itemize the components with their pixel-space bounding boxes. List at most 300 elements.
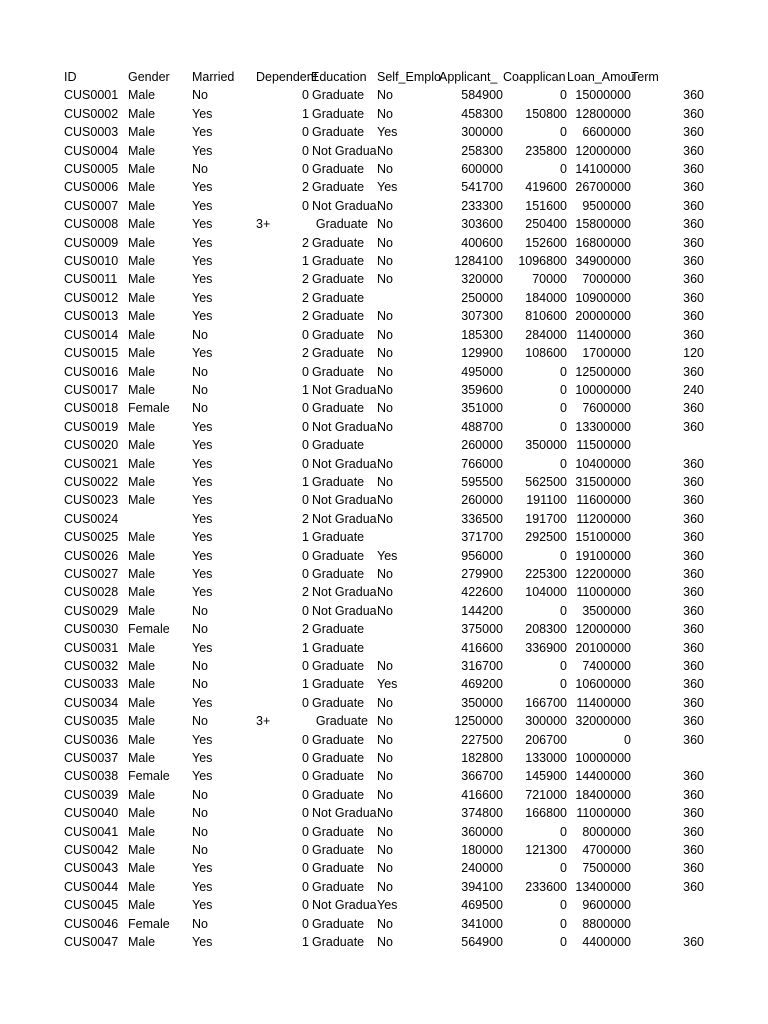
cell-term[interactable]: 360	[683, 254, 704, 269]
cell-term[interactable]: 360	[683, 106, 704, 121]
cell-gender[interactable]: Male	[128, 787, 156, 802]
cell-coapplicant-income[interactable]: 0	[560, 677, 567, 692]
cell-applicant-income[interactable]: 766000	[461, 456, 503, 471]
cell-applicant-income[interactable]: 260000	[461, 438, 503, 453]
cell-term[interactable]: 360	[683, 327, 704, 342]
cell-id[interactable]: CUS0010	[64, 254, 119, 269]
cell-education[interactable]: Not Gradua	[312, 419, 377, 434]
cell-loan-amount[interactable]: 19100000	[575, 548, 631, 563]
cell-applicant-income[interactable]: 469200	[461, 677, 503, 692]
header-cell-loan-amount[interactable]: Loan_Amou	[567, 70, 635, 84]
cell-coapplicant-income[interactable]: 0	[560, 364, 567, 379]
cell-education[interactable]: Graduate	[315, 217, 368, 232]
cell-self-employed[interactable]: No	[377, 732, 393, 747]
cell-married[interactable]: Yes	[192, 290, 213, 305]
cell-coapplicant-income[interactable]: 0	[560, 916, 567, 931]
cell-gender[interactable]: Male	[128, 566, 156, 581]
cell-coapplicant-income[interactable]: 336900	[525, 640, 567, 655]
cell-coapplicant-income[interactable]: 235800	[525, 143, 567, 158]
cell-loan-amount[interactable]: 7600000	[582, 401, 631, 416]
cell-coapplicant-income[interactable]: 0	[560, 861, 567, 876]
cell-applicant-income[interactable]: 394100	[461, 879, 503, 894]
cell-coapplicant-income[interactable]: 104000	[525, 585, 567, 600]
cell-dependents[interactable]: 1	[302, 935, 309, 950]
cell-coapplicant-income[interactable]: 133000	[525, 751, 567, 766]
header-cell-self-employed[interactable]: Self_Emplo	[377, 70, 441, 84]
cell-loan-amount[interactable]: 7000000	[582, 272, 631, 287]
cell-gender[interactable]: Male	[128, 88, 156, 103]
cell-education[interactable]: Graduate	[312, 622, 365, 637]
cell-term[interactable]: 360	[683, 309, 704, 324]
cell-coapplicant-income[interactable]: 0	[560, 824, 567, 839]
header-cell-id[interactable]: ID	[64, 70, 77, 84]
cell-coapplicant-income[interactable]: 300000	[525, 714, 567, 729]
cell-gender[interactable]: Female	[128, 401, 170, 416]
cell-term[interactable]: 360	[683, 272, 704, 287]
cell-id[interactable]: CUS0040	[64, 806, 119, 821]
cell-self-employed[interactable]: No	[377, 806, 393, 821]
cell-term[interactable]: 360	[683, 566, 704, 581]
cell-applicant-income[interactable]: 488700	[461, 419, 503, 434]
cell-gender[interactable]: Male	[128, 235, 156, 250]
cell-term[interactable]: 360	[683, 585, 704, 600]
cell-education[interactable]: Graduate	[312, 824, 365, 839]
cell-gender[interactable]: Female	[128, 769, 170, 784]
cell-id[interactable]: CUS0017	[64, 382, 119, 397]
cell-coapplicant-income[interactable]: 721000	[525, 787, 567, 802]
cell-self-employed[interactable]: No	[377, 474, 393, 489]
cell-coapplicant-income[interactable]: 0	[560, 125, 567, 140]
cell-married[interactable]: No	[192, 806, 208, 821]
cell-term[interactable]: 360	[683, 162, 704, 177]
cell-dependents[interactable]: 0	[302, 419, 309, 434]
cell-applicant-income[interactable]: 366700	[461, 769, 503, 784]
cell-applicant-income[interactable]: 233300	[461, 198, 503, 213]
cell-married[interactable]: No	[192, 824, 208, 839]
cell-loan-amount[interactable]: 12000000	[575, 143, 631, 158]
cell-term[interactable]: 360	[683, 787, 704, 802]
cell-self-employed[interactable]: No	[377, 769, 393, 784]
cell-self-employed[interactable]: No	[377, 346, 393, 361]
cell-loan-amount[interactable]: 7400000	[582, 659, 631, 673]
cell-id[interactable]: CUS0022	[64, 474, 119, 489]
cell-id[interactable]: CUS0026	[64, 548, 119, 563]
cell-education[interactable]: Graduate	[312, 474, 365, 489]
cell-dependents[interactable]: 1	[302, 382, 309, 397]
cell-term[interactable]: 360	[683, 364, 704, 379]
cell-id[interactable]: CUS0013	[64, 309, 119, 324]
cell-loan-amount[interactable]: 32000000	[575, 714, 631, 729]
cell-id[interactable]: CUS0047	[64, 935, 119, 950]
cell-applicant-income[interactable]: 1250000	[454, 714, 503, 729]
cell-id[interactable]: CUS0043	[64, 861, 119, 876]
cell-id[interactable]: CUS0038	[64, 769, 119, 784]
cell-id[interactable]: CUS0001	[64, 88, 119, 103]
cell-dependents[interactable]: 2	[302, 180, 309, 195]
cell-dependents[interactable]: 2	[302, 235, 309, 250]
cell-coapplicant-income[interactable]: 108600	[525, 346, 567, 361]
cell-loan-amount[interactable]: 6600000	[582, 125, 631, 140]
cell-term[interactable]: 360	[683, 88, 704, 103]
cell-self-employed[interactable]: No	[377, 824, 393, 839]
cell-self-employed[interactable]: Yes	[377, 898, 398, 913]
cell-gender[interactable]: Male	[128, 603, 156, 618]
cell-self-employed[interactable]: No	[377, 585, 393, 600]
cell-married[interactable]: No	[192, 843, 208, 858]
cell-education[interactable]: Graduate	[312, 290, 365, 305]
cell-loan-amount[interactable]: 7500000	[582, 861, 631, 876]
cell-loan-amount[interactable]: 4400000	[582, 935, 631, 950]
cell-term[interactable]: 360	[683, 935, 704, 950]
cell-id[interactable]: CUS0027	[64, 566, 119, 581]
cell-gender[interactable]: Male	[128, 364, 156, 379]
cell-dependents[interactable]: 1	[302, 530, 309, 545]
cell-education[interactable]: Not Gradua	[312, 198, 377, 213]
cell-education[interactable]: Graduate	[312, 327, 365, 342]
cell-term[interactable]: 360	[683, 143, 704, 158]
cell-coapplicant-income[interactable]: 350000	[525, 438, 567, 453]
cell-education[interactable]: Not Gradua	[312, 585, 377, 600]
cell-self-employed[interactable]: No	[377, 751, 393, 766]
cell-gender[interactable]: Male	[128, 640, 156, 655]
cell-loan-amount[interactable]: 3500000	[582, 603, 631, 618]
cell-gender[interactable]: Male	[128, 751, 156, 766]
cell-education[interactable]: Graduate	[312, 401, 365, 416]
cell-education[interactable]: Graduate	[312, 695, 365, 710]
cell-married[interactable]: Yes	[192, 143, 213, 158]
cell-married[interactable]: Yes	[192, 769, 213, 784]
cell-applicant-income[interactable]: 240000	[461, 861, 503, 876]
cell-applicant-income[interactable]: 359600	[461, 382, 503, 397]
header-cell-education[interactable]: Education	[311, 70, 367, 84]
cell-applicant-income[interactable]: 416600	[461, 787, 503, 802]
cell-married[interactable]: No	[192, 401, 208, 416]
cell-applicant-income[interactable]: 351000	[461, 401, 503, 416]
cell-coapplicant-income[interactable]: 0	[560, 382, 567, 397]
cell-term[interactable]: 360	[683, 695, 704, 710]
cell-loan-amount[interactable]: 12200000	[575, 566, 631, 581]
cell-married[interactable]: Yes	[192, 751, 213, 766]
cell-dependents[interactable]: 0	[302, 493, 309, 508]
cell-applicant-income[interactable]: 258300	[461, 143, 503, 158]
cell-term[interactable]: 360	[683, 861, 704, 876]
cell-loan-amount[interactable]: 9600000	[582, 898, 631, 913]
cell-gender[interactable]: Male	[128, 861, 156, 876]
cell-loan-amount[interactable]: 11500000	[576, 438, 631, 453]
cell-married[interactable]: Yes	[192, 180, 213, 195]
cell-dependents[interactable]: 0	[302, 787, 309, 802]
cell-term[interactable]: 360	[683, 235, 704, 250]
cell-married[interactable]: Yes	[192, 898, 213, 913]
cell-id[interactable]: CUS0028	[64, 585, 119, 600]
cell-dependents[interactable]: 0	[302, 898, 309, 913]
cell-loan-amount[interactable]: 31500000	[575, 474, 631, 489]
cell-dependents[interactable]: 0	[302, 566, 309, 581]
cell-education[interactable]: Graduate	[312, 235, 365, 250]
cell-self-employed[interactable]: No	[377, 401, 393, 416]
cell-loan-amount[interactable]: 15800000	[575, 217, 631, 232]
cell-id[interactable]: CUS0037	[64, 751, 119, 766]
cell-gender[interactable]: Male	[128, 143, 156, 158]
cell-married[interactable]: No	[192, 603, 208, 618]
cell-education[interactable]: Graduate	[312, 751, 365, 766]
cell-dependents[interactable]: 0	[302, 861, 309, 876]
cell-coapplicant-income[interactable]: 208300	[525, 622, 567, 637]
cell-self-employed[interactable]: No	[377, 659, 393, 673]
cell-applicant-income[interactable]: 422600	[461, 585, 503, 600]
cell-loan-amount[interactable]: 34900000	[575, 254, 631, 269]
cell-term[interactable]: 240	[683, 382, 704, 397]
cell-loan-amount[interactable]: 11000000	[576, 806, 631, 821]
cell-applicant-income[interactable]: 250000	[461, 290, 503, 305]
cell-married[interactable]: Yes	[192, 309, 213, 324]
cell-term[interactable]: 360	[683, 603, 704, 618]
cell-married[interactable]: Yes	[192, 106, 213, 121]
cell-loan-amount[interactable]: 11400000	[576, 695, 631, 710]
cell-coapplicant-income[interactable]: 0	[560, 456, 567, 471]
cell-term[interactable]: 360	[683, 290, 704, 305]
cell-term[interactable]: 360	[683, 401, 704, 416]
cell-married[interactable]: Yes	[192, 125, 213, 140]
cell-dependents[interactable]: 1	[302, 677, 309, 692]
cell-coapplicant-income[interactable]: 152600	[525, 235, 567, 250]
cell-dependents[interactable]: 2	[302, 346, 309, 361]
header-cell-applicant-income[interactable]: Applicant_	[439, 70, 498, 84]
header-cell-gender[interactable]: Gender	[128, 70, 170, 84]
cell-applicant-income[interactable]: 458300	[461, 106, 503, 121]
cell-married[interactable]: No	[192, 659, 208, 673]
header-cell-married[interactable]: Married	[192, 70, 235, 84]
cell-dependents[interactable]: 2	[302, 511, 309, 526]
cell-coapplicant-income[interactable]: 121300	[525, 843, 567, 858]
cell-self-employed[interactable]: No	[377, 493, 393, 508]
cell-coapplicant-income[interactable]: 191100	[526, 493, 567, 508]
cell-applicant-income[interactable]: 584900	[461, 88, 503, 103]
cell-education[interactable]: Graduate	[315, 714, 368, 729]
cell-self-employed[interactable]	[375, 436, 439, 454]
cell-married[interactable]: Yes	[192, 235, 213, 250]
cell-coapplicant-income[interactable]: 191700	[525, 511, 567, 526]
cell-dependents[interactable]: 0	[302, 769, 309, 784]
cell-gender[interactable]: Male	[128, 806, 156, 821]
cell-coapplicant-income[interactable]: 0	[560, 659, 567, 673]
cell-dependents[interactable]: 0	[302, 125, 309, 140]
cell-dependents[interactable]: 0	[302, 751, 309, 766]
cell-self-employed[interactable]: No	[377, 787, 393, 802]
cell-id[interactable]: CUS0018	[64, 401, 119, 416]
cell-gender[interactable]	[128, 510, 192, 528]
cell-id[interactable]: CUS0016	[64, 364, 119, 379]
cell-coapplicant-income[interactable]: 151600	[525, 198, 567, 213]
cell-self-employed[interactable]: Yes	[377, 125, 398, 140]
cell-term[interactable]: 360	[683, 125, 704, 140]
cell-coapplicant-income[interactable]: 206700	[525, 732, 567, 747]
cell-loan-amount[interactable]: 14100000	[575, 162, 631, 177]
cell-gender[interactable]: Male	[128, 493, 156, 508]
cell-education[interactable]: Graduate	[312, 861, 365, 876]
cell-applicant-income[interactable]: 279900	[461, 566, 503, 581]
cell-self-employed[interactable]: No	[377, 327, 393, 342]
cell-self-employed[interactable]: No	[377, 456, 393, 471]
header-cell-dependents[interactable]: Dependent	[256, 70, 318, 84]
cell-self-employed[interactable]: No	[377, 419, 393, 434]
cell-loan-amount[interactable]: 12800000	[575, 106, 631, 121]
cell-education[interactable]: Graduate	[312, 732, 365, 747]
cell-education[interactable]: Graduate	[312, 162, 365, 177]
cell-married[interactable]: No	[192, 364, 208, 379]
cell-id[interactable]: CUS0009	[64, 235, 119, 250]
cell-gender[interactable]: Male	[128, 309, 156, 324]
cell-self-employed[interactable]: Yes	[377, 180, 398, 195]
cell-applicant-income[interactable]: 320000	[461, 272, 503, 287]
cell-id[interactable]: CUS0007	[64, 198, 119, 213]
cell-self-employed[interactable]: No	[377, 235, 393, 250]
cell-id[interactable]: CUS0030	[64, 622, 119, 637]
cell-education[interactable]: Graduate	[312, 254, 365, 269]
cell-education[interactable]: Graduate	[312, 548, 365, 563]
cell-dependents[interactable]: 0	[302, 659, 309, 673]
cell-dependents[interactable]: 0	[302, 438, 309, 453]
cell-dependents[interactable]: 0	[302, 327, 309, 342]
cell-loan-amount[interactable]: 12500000	[575, 364, 631, 379]
cell-id[interactable]: CUS0024	[64, 511, 119, 526]
cell-loan-amount[interactable]: 1700000	[582, 346, 631, 361]
cell-applicant-income[interactable]: 303600	[461, 217, 503, 232]
cell-gender[interactable]: Male	[128, 106, 156, 121]
cell-self-employed[interactable]: No	[377, 364, 393, 379]
cell-married[interactable]: Yes	[192, 217, 213, 232]
cell-term[interactable]: 360	[683, 843, 704, 858]
cell-loan-amount[interactable]: 14400000	[575, 769, 631, 784]
cell-dependents[interactable]: 0	[302, 695, 309, 710]
cell-gender[interactable]: Male	[128, 327, 156, 342]
cell-id[interactable]: CUS0002	[64, 106, 119, 121]
cell-education[interactable]: Graduate	[312, 180, 365, 195]
cell-term[interactable]	[631, 749, 704, 767]
cell-married[interactable]: Yes	[192, 419, 213, 434]
cell-self-employed[interactable]: No	[377, 382, 393, 397]
cell-married[interactable]: Yes	[192, 511, 213, 526]
cell-id[interactable]: CUS0006	[64, 180, 119, 195]
cell-id[interactable]: CUS0041	[64, 824, 119, 839]
cell-coapplicant-income[interactable]: 284000	[525, 327, 567, 342]
cell-id[interactable]: CUS0042	[64, 843, 119, 858]
cell-coapplicant-income[interactable]: 292500	[525, 530, 567, 545]
cell-term[interactable]: 360	[683, 824, 704, 839]
cell-dependents[interactable]: 1	[302, 254, 309, 269]
cell-dependents[interactable]: 3+	[256, 217, 271, 232]
cell-term[interactable]: 360	[683, 732, 704, 747]
cell-education[interactable]: Graduate	[312, 106, 365, 121]
cell-married[interactable]: Yes	[192, 198, 213, 213]
cell-gender[interactable]: Male	[128, 419, 156, 434]
cell-loan-amount[interactable]: 10000000	[575, 382, 631, 397]
cell-gender[interactable]: Male	[128, 382, 156, 397]
cell-id[interactable]: CUS0036	[64, 732, 119, 747]
cell-gender[interactable]: Male	[128, 456, 156, 471]
cell-loan-amount[interactable]: 20000000	[575, 309, 631, 324]
cell-term[interactable]: 360	[683, 493, 704, 508]
cell-education[interactable]: Graduate	[312, 125, 365, 140]
cell-gender[interactable]: Male	[128, 180, 156, 195]
cell-coapplicant-income[interactable]: 166800	[525, 806, 567, 821]
cell-married[interactable]: Yes	[192, 861, 213, 876]
cell-term[interactable]: 360	[683, 769, 704, 784]
cell-loan-amount[interactable]: 10000000	[575, 751, 631, 766]
cell-applicant-income[interactable]: 350000	[461, 695, 503, 710]
cell-self-employed[interactable]: No	[377, 843, 393, 858]
cell-education[interactable]: Graduate	[312, 659, 365, 673]
cell-gender[interactable]: Male	[128, 585, 156, 600]
cell-self-employed[interactable]: Yes	[377, 677, 398, 692]
cell-id[interactable]: CUS0044	[64, 879, 119, 894]
cell-married[interactable]: Yes	[192, 879, 213, 894]
cell-loan-amount[interactable]: 11200000	[576, 511, 631, 526]
cell-education[interactable]: Graduate	[312, 530, 365, 545]
cell-dependents[interactable]: 0	[302, 88, 309, 103]
cell-gender[interactable]: Male	[128, 438, 156, 453]
cell-id[interactable]: CUS0005	[64, 162, 119, 177]
cell-coapplicant-income[interactable]: 0	[560, 162, 567, 177]
cell-id[interactable]: CUS0019	[64, 419, 119, 434]
cell-education[interactable]: Graduate	[312, 272, 365, 287]
cell-gender[interactable]: Male	[128, 659, 156, 673]
cell-id[interactable]: CUS0015	[64, 346, 119, 361]
cell-education[interactable]: Graduate	[312, 346, 365, 361]
cell-id[interactable]: CUS0034	[64, 695, 119, 710]
cell-dependents[interactable]: 0	[302, 916, 309, 931]
cell-self-employed[interactable]: No	[377, 106, 393, 121]
cell-term[interactable]: 360	[683, 530, 704, 545]
cell-married[interactable]: Yes	[192, 935, 213, 950]
cell-dependents[interactable]: 0	[302, 364, 309, 379]
cell-married[interactable]: Yes	[192, 272, 213, 287]
cell-applicant-income[interactable]: 300000	[461, 125, 503, 140]
cell-gender[interactable]: Male	[128, 272, 156, 287]
cell-dependents[interactable]: 1	[302, 640, 309, 655]
cell-dependents[interactable]: 2	[302, 585, 309, 600]
cell-married[interactable]: Yes	[192, 566, 213, 581]
cell-applicant-income[interactable]: 182800	[461, 751, 503, 766]
cell-loan-amount[interactable]: 13400000	[575, 879, 631, 894]
cell-self-employed[interactable]: No	[377, 861, 393, 876]
cell-married[interactable]: Yes	[192, 254, 213, 269]
cell-id[interactable]: CUS0046	[64, 916, 119, 931]
cell-coapplicant-income[interactable]: 0	[560, 419, 567, 434]
cell-applicant-income[interactable]: 144200	[461, 603, 503, 618]
cell-self-employed[interactable]: No	[377, 309, 393, 324]
cell-gender[interactable]: Male	[128, 198, 156, 213]
cell-dependents[interactable]: 0	[302, 456, 309, 471]
cell-coapplicant-income[interactable]: 810600	[525, 309, 567, 324]
cell-applicant-income[interactable]: 469500	[461, 898, 503, 913]
cell-dependents[interactable]: 0	[302, 162, 309, 177]
cell-gender[interactable]: Male	[128, 714, 156, 729]
cell-self-employed[interactable]: No	[377, 254, 393, 269]
cell-married[interactable]: No	[192, 88, 208, 103]
cell-gender[interactable]: Male	[128, 162, 156, 177]
cell-term[interactable]: 360	[683, 217, 704, 232]
cell-education[interactable]: Not Gradua	[312, 806, 377, 821]
cell-applicant-income[interactable]: 1284100	[454, 254, 503, 269]
cell-applicant-income[interactable]: 416600	[461, 640, 503, 655]
cell-dependents[interactable]: 0	[302, 824, 309, 839]
cell-applicant-income[interactable]: 307300	[461, 309, 503, 324]
cell-gender[interactable]: Male	[128, 125, 156, 140]
cell-id[interactable]: CUS0021	[64, 456, 119, 471]
cell-coapplicant-income[interactable]: 0	[560, 401, 567, 416]
cell-applicant-income[interactable]: 374800	[461, 806, 503, 821]
